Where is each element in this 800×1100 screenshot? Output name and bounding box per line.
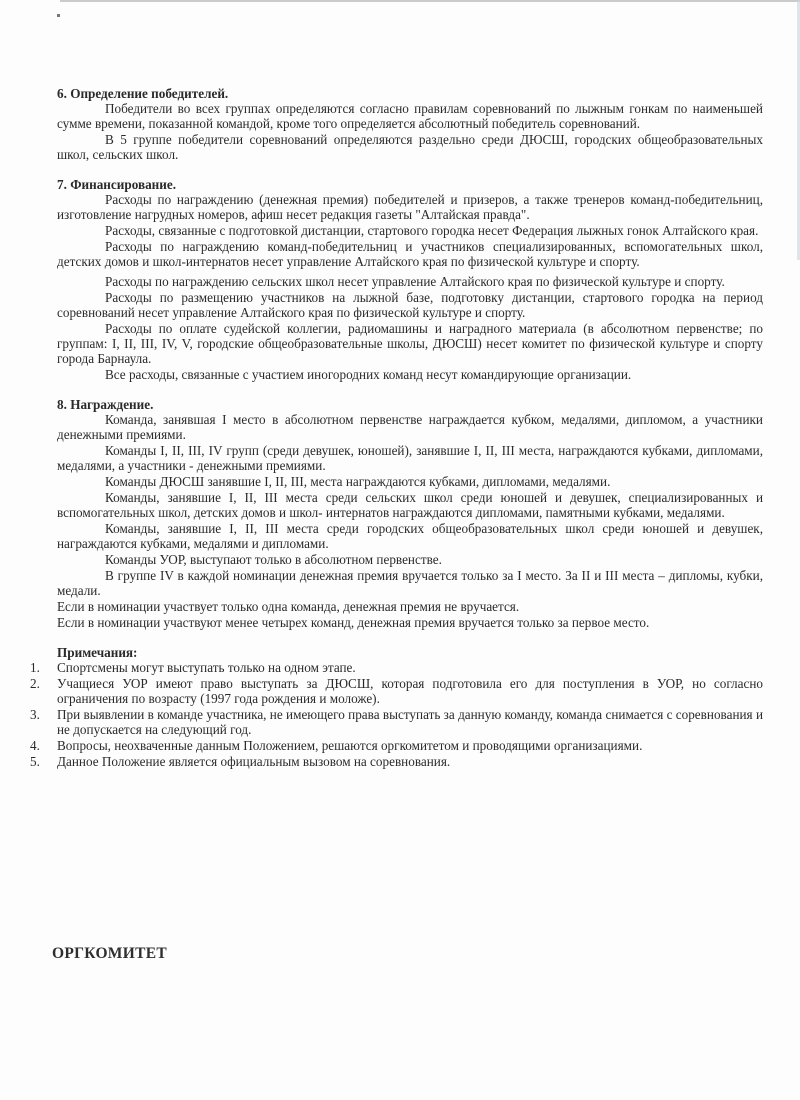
notes-heading: Примечания: <box>57 645 138 660</box>
paragraph: Все расходы, связанные с участием иногородних команд несут командирующие организации. <box>105 367 632 382</box>
paragraph: Команда, занявшая I место в абсолютном первенстве награждается кубком, медалями, дипломом, а участники денежными премиями. <box>57 412 763 442</box>
note-text: При выявлении в команде участника, не имеющего права выступать за данную команду, команда снимается с соревнования и не допускается на следующий год. <box>57 707 763 737</box>
note-number: 5. <box>30 754 40 769</box>
section-winners <box>57 86 763 162</box>
notes-list <box>30 660 763 769</box>
paragraph: Команды I, II, III, IV групп (среди девушек, юношей), занявшие I, II, III места, награждаются кубками, дипломами, медалями, а участники - денежными премиями. <box>57 443 763 473</box>
scan-edge-top <box>60 0 800 2</box>
paragraph: Расходы по оплате судейской коллегии, радиомашины и наградного материала (в абсолютном первенстве; по группам: I, II, III, IV, V, городские общеобразовательные школы, ДЮСШ) несет комитет по физической культуре и спорту города Барнаула. <box>57 321 763 366</box>
document-body <box>30 86 763 770</box>
note-text: Спортсмены могут выступать только на одном этапе. <box>57 660 356 675</box>
notes-section <box>30 645 763 769</box>
paragraph: Расходы по размещению участников на лыжной базе, подготовку дистанции, стартового городка на период соревнований несет управление Алтайского края по физической культуре и спорту. <box>57 290 763 320</box>
paragraph: Расходы, связанные с подготовкой дистанции, стартового городка несет Федерация лыжных гонок Алтайского края. <box>105 223 759 238</box>
paragraph: Если в номинации участвует только одна команда, денежная премия не вручается. <box>57 599 520 614</box>
paragraph: В группе IV в каждой номинации денежная премия вручается только за I место. За II и III места – дипломы, кубки, медали. <box>57 568 763 598</box>
section-heading: 8. Награждение. <box>57 397 154 412</box>
note-number: 2. <box>30 676 40 691</box>
signature-orgcommittee: ОРГКОМИТЕТ <box>52 945 167 962</box>
paragraph: Команды ДЮСШ занявшие I, II, III, места награждаются кубками, дипломами, медалями. <box>105 474 611 489</box>
section-financing <box>57 177 763 382</box>
paragraph: Расходы по награждению команд-победительниц и участников специализированных, вспомогательных школ, детских домов и школ-интернатов несет управление Алтайского края по физической культуре и спорту. <box>57 239 763 269</box>
section-awards <box>57 397 763 630</box>
section-heading: 7. Финансирование. <box>57 177 177 192</box>
paragraph: Расходы по награждению (денежная премия) победителей и призеров, а также тренеров команд-победительниц, изготовление нагрудных номеров, афиш несет редакция газеты "Алтайская правда". <box>57 192 763 222</box>
section-heading: 6. Определение победителей. <box>57 86 229 101</box>
paragraph: Расходы по награждению сельских школ несет управление Алтайского края по физической культуре и спорту. <box>105 274 725 289</box>
note-text: Учащиеся УОР имеют право выступать за ДЮСШ, которая подготовила его для поступления в УОР, но согласно ограничения по возрасту (1997 года рождения и моложе). <box>57 676 763 706</box>
note-item <box>30 676 763 706</box>
paragraph: Победители во всех группах определяются согласно правилам соревнований по лыжным гонкам по наименьшей сумме времени, показанной командой, кроме того определяется абсолютный победитель соревнований. <box>57 101 763 131</box>
note-item <box>30 754 763 769</box>
paragraph: В 5 группе победители соревнований определяются раздельно среди ДЮСШ, городских общеобразовательных школ, сельских школ. <box>57 132 763 162</box>
note-item <box>30 660 763 675</box>
note-text: Вопросы, неохваченные данным Положением, решаются оргкомитетом и проводящими организациями. <box>57 738 643 753</box>
note-number: 3. <box>30 707 40 722</box>
paragraph: Если в номинации участвуют менее четырех команд, денежная премия вручается только за первое место. <box>57 615 650 630</box>
note-item <box>30 738 763 753</box>
paragraph: Команды УОР, выступают только в абсолютном первенстве. <box>105 552 442 567</box>
paragraph: Команды, занявшие I, II, III места среди городских общеобразовательных школ среди юношей и девушек, награждаются кубками, медалями и дипломами. <box>57 521 763 551</box>
note-number: 4. <box>30 738 40 753</box>
note-text: Данное Положение является официальным вызовом на соревнования. <box>57 754 451 769</box>
paragraph: Команды, занявшие I, II, III места среди сельских школ среди юношей и девушек, специализированных и вспомогательных школ, детских домов и школ- интернатов награждаются дипломами, памятными кубками, медалями. <box>57 490 763 520</box>
scan-speck <box>57 14 60 17</box>
note-number: 1. <box>30 660 40 675</box>
note-item <box>30 707 763 737</box>
